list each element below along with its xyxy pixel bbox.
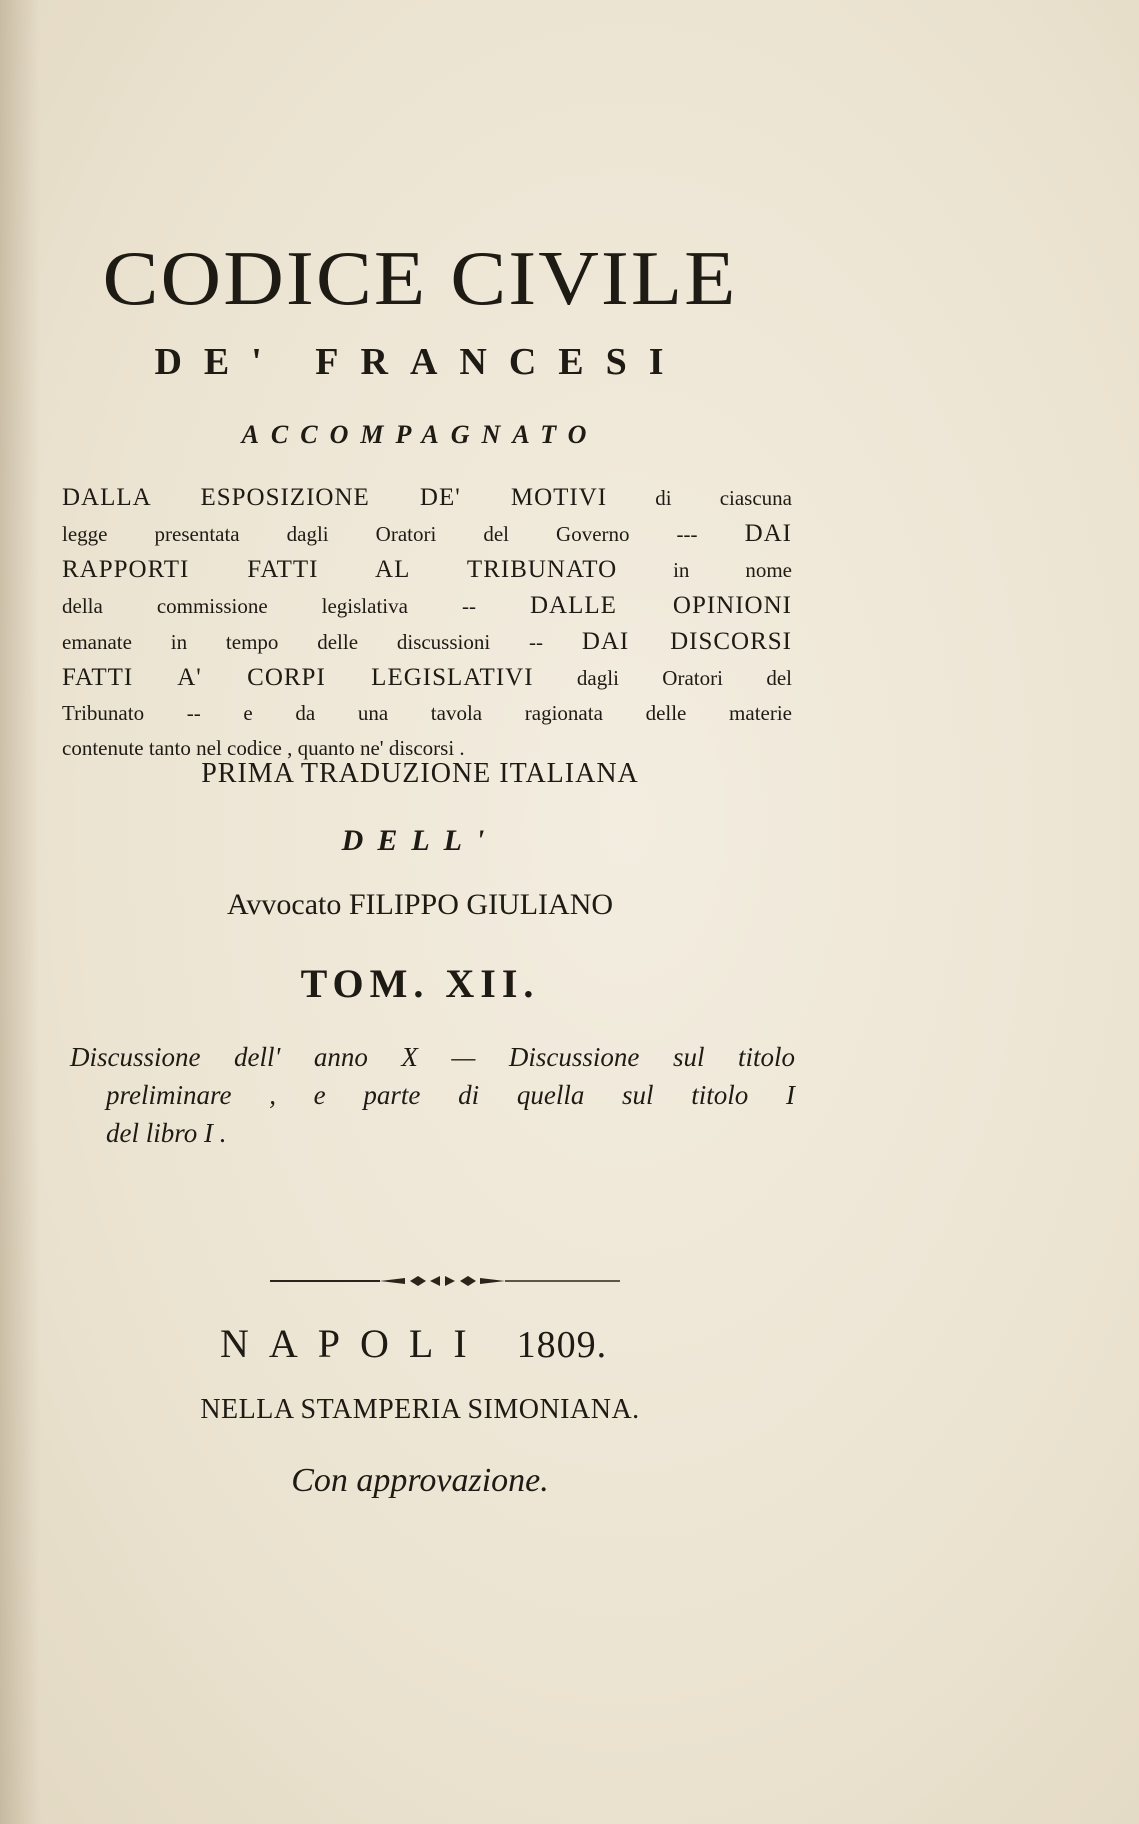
author-line: Avvocato FILIPPO GIULIANO [226,888,614,921]
spine-shadow [0,0,40,1824]
description-line: Tribunato -- e da una tavola ragionata delle materie [62,701,792,725]
description-line: legge presentata dagli Oratori del Governo --- DAI [62,520,792,547]
approval-line: Con approvazione. [291,1462,549,1499]
dell-line: DELL' [341,824,499,857]
volume-number: TOM. XII. [300,961,540,1006]
contents-line: del libro I . [106,1118,227,1148]
description-line: FATTI A' CORPI LEGISLATIVI dagli Oratori del [62,664,792,691]
accompagnato-line: ACCOMPAGNATO [241,420,599,449]
imprint-year: 1809. [516,1324,608,1366]
translation-line: PRIMA TRADUZIONE ITALIANA [201,758,639,789]
description-line: DALLA ESPOSIZIONE DE' MOTIVI di ciascuna [62,484,792,511]
imprint-printer: NELLA STAMPERIA SIMONIANA. [200,1394,640,1425]
description-line: contenute tanto nel codice , quanto ne' discorsi . [62,736,465,760]
book-subtitle: DE' FRANCESI [154,341,686,383]
printer-ornament [270,1274,620,1288]
description-block [62,480,792,766]
description-line: RAPPORTI FATTI AL TRIBUNATO in nome [62,556,792,583]
contents-line: Discussione dell' anno X — Discussione sul titolo [70,1042,795,1072]
description-line: emanate in tempo delle discussioni -- DAI DISCORSI [62,628,792,655]
book-title: CODICE CIVILE [102,235,738,322]
contents-line: preliminare , e parte di quella sul titolo I [106,1080,795,1110]
contents-note [70,1038,795,1152]
description-line: della commissione legislativa -- DALLE OPINIONI [62,592,792,619]
imprint-place: NAPOLI 1809. [220,1321,608,1366]
